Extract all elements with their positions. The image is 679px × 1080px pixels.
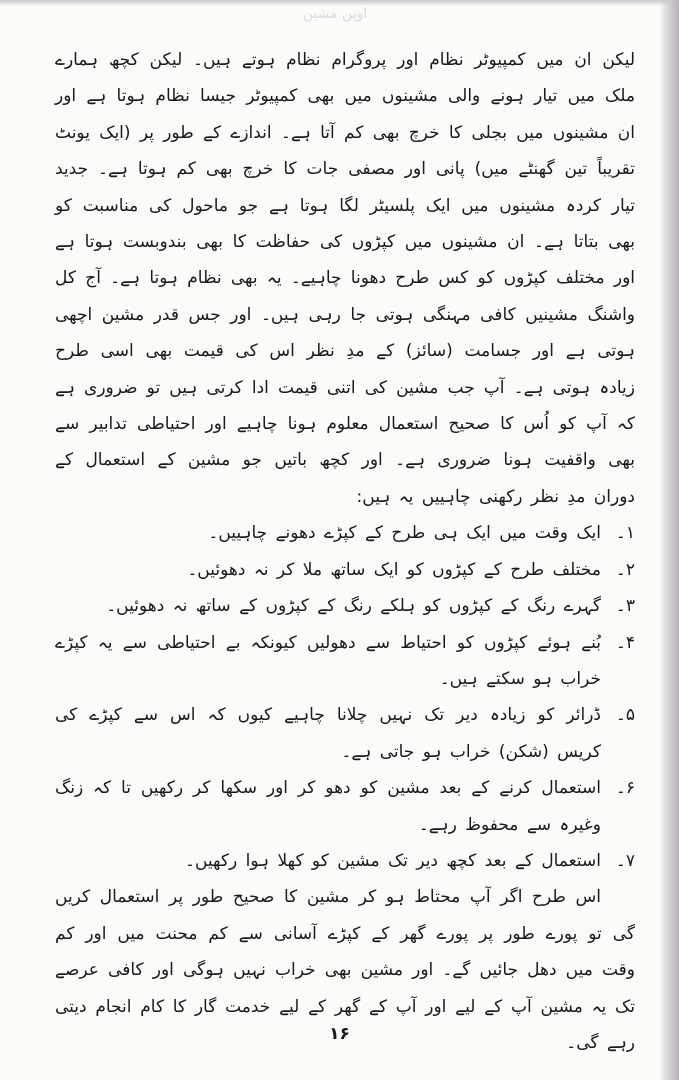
list-item-text: ایک وقت میں ایک ہی طرح کے کپڑے دھونے چاہییں۔: [208, 523, 601, 544]
bleed-through-header: اوپن مشین: [302, 6, 368, 22]
precautions-list: [55, 515, 635, 879]
list-item: [55, 515, 635, 551]
list-item-text: بُنے ہوئے کپڑوں کو احتیاط سے دھولیں کیونکہ بے احتیاطی سے یہ کپڑے خراب ہو سکتے ہیں۔: [55, 632, 601, 689]
list-item-text: استعمال کے بعد کچھ دیر تک مشین کو کھلا ہوا رکھیں۔: [185, 850, 601, 871]
list-item-text: استعمال کرنے کے بعد مشین کو دھو کر اور سکھا کر رکھیں تا کہ زنگ وغیرہ سے محفوظ رہے۔: [55, 778, 601, 835]
list-item-text: ڈرائر کو زیادہ دیر تک نہیں چلانا چاہیے کیوں کہ اس سے کپڑے کی کریس (شکن) خراب ہو جاتی ہے۔: [55, 705, 601, 762]
page-body: [55, 42, 635, 1061]
list-item-number: ۶۔: [615, 778, 635, 799]
list-item: [55, 770, 635, 843]
list-item: [55, 625, 635, 698]
list-item-text: گہرے رنگ کے کپڑوں کو ہلکے رنگ کے کپڑوں کے ساتھ نہ دھوئیں۔: [106, 596, 601, 617]
list-item-number: ۲۔: [615, 559, 635, 580]
list-item: [55, 843, 635, 879]
page-binding-edge: [659, 0, 679, 1080]
list-item-number: ۵۔: [615, 705, 635, 726]
list-item-text: مختلف طرح کے کپڑوں کو ایک ساتھ ملا کر نہ دھوئیں۔: [187, 559, 601, 580]
list-item: [55, 552, 635, 588]
page-number: ۱۶: [329, 1024, 350, 1044]
list-item: [55, 588, 635, 624]
intro-paragraph: لیکن ان میں کمپیوٹر نظام اور پروگرام نظام ہوتے ہیں۔ لیکن کچھ ہمارے ملک میں تیار ہونے والی مشینوں میں بھی کمپیوٹر جیسا نظام ہوتا ہے اور ان مشینوں میں بجلی کا خرچ بھی کم آتا ہے۔ اندازے کے طور پر (ایک یونٹ تقریباً تین گھنٹے میں) پانی اور مصفی جات کا خرچ بھی کم ہوتا ہے۔ جدید تیار کردہ مشینوں میں ایک پلسیٹر لگا ہوتا ہے جو ماحول کی مناسبت کو بھی بتاتا ہے۔ ان مشینوں میں کپڑوں کی حفاظت کا بھی بندوبست ہوتا ہے اور مختلف کپڑوں کو کس طرح دھونا چاہیے۔ یہ بھی نظام ہوتا ہے۔ آج کل واشنگ مشینیں کافی مہنگی ہوتی جا رہی ہیں۔ اور جس قدر مشین اچھی ہوتی ہے اور جسامت (سائز) کے مدِ نظر اس کی قیمت بھی اسی طرح زیادہ ہوتی ہے۔ آپ جب مشین کی اتنی قیمت ادا کرتی ہیں تو ضروری ہے کہ آپ کو اُس کا صحیح استعمال معلوم ہونا چاہیے اور احتیاطی تدابیر سے بھی واقفیت ہونا ضروری ہے۔ اور کچھ باتیں جو مشین کے استعمال کے دوران مدِ نظر رکھنی چاہییں یہ ہیں:: [55, 50, 635, 507]
list-item-number: ۴۔: [615, 632, 635, 653]
list-item-number: ۱۔: [615, 523, 635, 544]
closing-paragraph: اس طرح اگر آپ محتاط ہو کر مشین کا صحیح طور پر استعمال کریں گی تو پورے طور پر پورے گھر کے کپڑے آسانی سے کم محنت میں اور کم وقت میں دھل جائیں گے۔ اور مشین بھی خراب نہیں ہوگی اور کافی عرصے تک یہ مشین آپ کے لیے اور آپ کے گھر کے لیے خدمت گار کا کام انجام دیتی رہے گی۔: [55, 887, 635, 1053]
list-item-number: ۳۔: [615, 596, 635, 617]
list-item: [55, 697, 635, 770]
list-item-number: ۷۔: [615, 850, 635, 871]
